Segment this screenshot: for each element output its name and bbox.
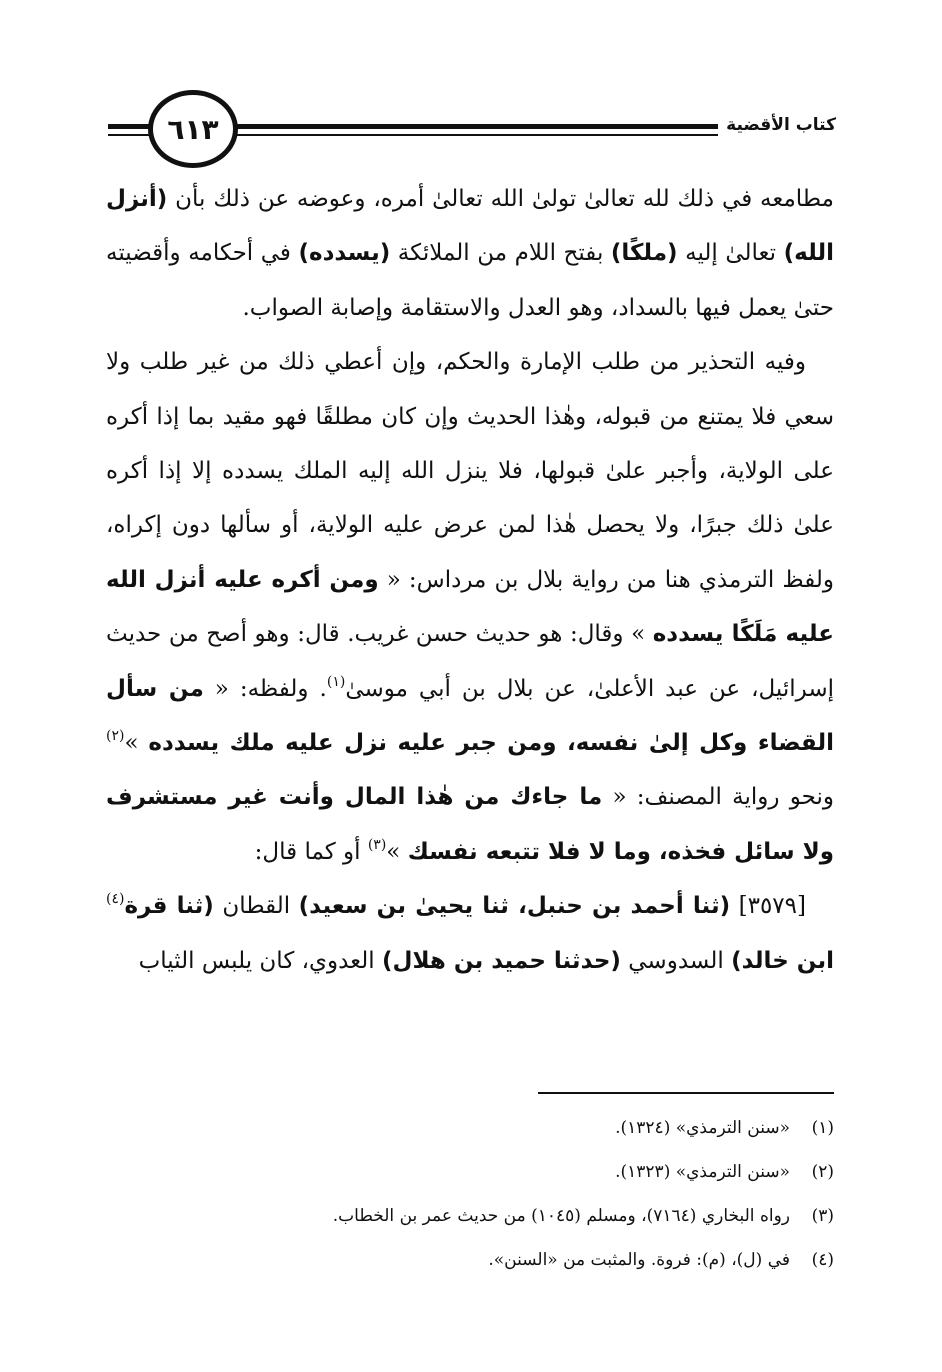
footnote-number: (٢) — [811, 1162, 834, 1182]
bold-text: ومن أكره عليه أنزل الله عليه مَلَكًا يسدده — [106, 566, 834, 648]
bold-text: (ملكًا) — [610, 240, 678, 267]
footnote-number: (٣) — [811, 1206, 834, 1226]
footnote — [106, 1238, 834, 1282]
page-number-badge — [148, 90, 238, 168]
text-run: أو كما قال: — [254, 838, 368, 865]
footnote-text: «سنن الترمذي» (١٣٢٣). — [615, 1162, 790, 1182]
page-number: ٦١٣ — [167, 112, 219, 146]
text-run: [٣٥٧٩] — [730, 893, 806, 920]
paragraph — [106, 879, 834, 988]
text-run: السدوسي — [620, 947, 732, 974]
footnote — [106, 1150, 834, 1194]
text-run: تعالىٰ إليه — [677, 240, 784, 267]
footnote-number: (٤) — [811, 1250, 834, 1270]
footnote-text: رواه البخاري (٧١٦٤)، ومسلم (١٠٤٥) من حديث عمر بن الخطاب. — [332, 1206, 790, 1226]
text-run: القطان — [213, 893, 299, 920]
text-run: » وقال: هو حديث حسن غريب. قال: وهو أصح من حديث إسرائيل، عن عبد الأعلىٰ، عن بلال بن أبي موسىٰ — [106, 621, 835, 702]
text-run: ونحو رواية المصنف: « — [602, 784, 834, 811]
bold-text: من سأل القضاء وكل إلىٰ نفسه، ومن جبر عليه نزل عليه ملك يسدده — [106, 675, 834, 757]
bold-text: (حدثنا حميد بن هلال) — [382, 947, 621, 974]
footnote-ref: (٢) — [106, 728, 125, 745]
footnote-text: «سنن الترمذي» (١٣٢٤). — [615, 1118, 790, 1138]
paragraph — [106, 335, 834, 879]
page-header — [108, 88, 836, 168]
text-run: بفتح اللام من الملائكة — [390, 240, 611, 267]
bold-text: (ثنا أحمد بن حنبل، ثنا يحيىٰ بن سعيد) — [298, 893, 731, 920]
text-run: مطامعه في ذلك لله تعالىٰ تولىٰ الله تعالىٰ أمره، وعوضه عن ذلك بأن — [167, 186, 834, 212]
bold-text: (يسدده) — [298, 240, 391, 267]
text-run: . ولفظه: « — [203, 675, 327, 702]
footnote — [106, 1106, 834, 1150]
text-run: » — [124, 730, 149, 757]
bold-text: ابن خالد) — [731, 947, 834, 974]
bold-text: (ثنا قرة — [124, 893, 214, 920]
footnote-number: (١) — [811, 1118, 834, 1138]
footnote-ref: (٤) — [106, 891, 125, 908]
footnote-text: في (ل)، (م): فروة. والمثبت من «السنن». — [488, 1250, 790, 1270]
chapter-title: كتاب الأقضية — [718, 112, 836, 138]
main-text — [106, 172, 834, 988]
footnote-separator — [538, 1092, 834, 1094]
paragraph — [106, 172, 834, 335]
footnote-ref: (٣) — [367, 836, 387, 853]
text-run: وفيه التحذير من طلب الإمارة والحكم، وإن أعطي ذلك من غير طلب ولا سعي فلا يمتنع من قبوله، وهٰذا الحديث وإن كان مطلقًا فهو مقيد بما إذا أكره على الولاية، وأجبر علىٰ قبولها، فلا ينزل الله إليه الملك يسدده إلا إذا أكره علىٰ ذلك جبرًا، ولا يحصل هٰذا لمن عرض عليه الولاية، أو سألها دون إكراه، ولفظ الترمذي هنا من رواية بلال بن مرداس: « — [106, 349, 834, 593]
bold-text: (أنزل الله) — [106, 186, 834, 267]
bold-text: ما جاءك من هٰذا المال وأنت غير مستشرف ولا سائل فخذه، وما لا فلا تتبعه نفسك — [106, 784, 834, 865]
text-run: العدوي، كان يلبس الثياب — [138, 947, 382, 974]
footnote-ref: (١) — [326, 673, 346, 690]
footnotes — [106, 1106, 834, 1282]
footnote — [106, 1194, 834, 1238]
text-run: في أحكامه وأقضيته حتىٰ يعمل فيها بالسداد، وهو العدل والاستقامة وإصابة الصواب. — [106, 240, 834, 321]
text-run: » — [386, 838, 408, 865]
